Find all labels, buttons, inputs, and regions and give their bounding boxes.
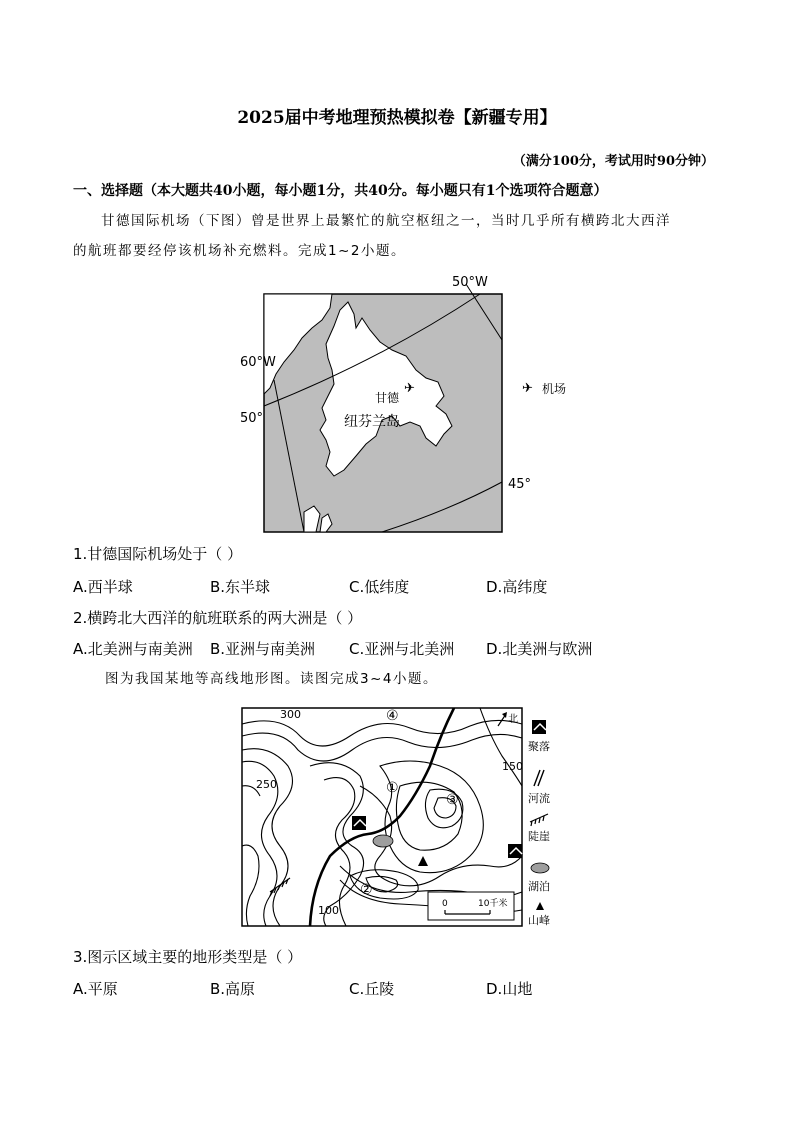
- scale-zero: 0: [442, 899, 448, 909]
- question-1: 1.甘德国际机场处于（ ）: [73, 545, 243, 563]
- north-label: 北: [508, 714, 518, 725]
- intro-line-2: 的航班都要经停该机场补充燃料。完成1~2小题。: [73, 243, 406, 259]
- settlement-icon: [508, 844, 522, 858]
- label-60w: 60°W: [240, 355, 276, 370]
- q3-option-a[interactable]: A.平原: [73, 980, 118, 998]
- label-45: 45°: [508, 477, 532, 492]
- marker-2: ②: [360, 882, 373, 898]
- legend-settlement-label: 聚落: [528, 740, 550, 753]
- legend-lake-label: 湖泊: [528, 880, 550, 893]
- legend-river-label: 河流: [528, 792, 550, 805]
- marker-3: ③: [446, 792, 459, 808]
- island-label: 纽芬兰岛: [344, 414, 400, 430]
- exam-info: （满分100分，考试用时90分钟）: [512, 154, 714, 169]
- legend-peak-label: 山峰: [528, 914, 550, 927]
- q1-option-b[interactable]: B.东半球: [210, 578, 271, 596]
- q3-option-c[interactable]: C.丘陵: [349, 980, 395, 998]
- gander-label: 甘德: [375, 391, 400, 405]
- q1-option-c[interactable]: C.低纬度: [349, 578, 410, 596]
- lake: [373, 835, 393, 847]
- marker-4: ④: [386, 708, 399, 724]
- scale-ten: 10千米: [478, 899, 508, 909]
- legend-river-icon: [534, 770, 544, 786]
- contour-150: 150: [502, 760, 523, 773]
- intro-line-1: 甘德国际机场（下图）曾是世界上最繁忙的航空枢纽之一，当时几乎所有横跨北大西洋: [101, 213, 671, 229]
- newfoundland-map: [230, 270, 590, 538]
- q3-option-b[interactable]: B.高原: [210, 980, 256, 998]
- label-50w: 50°W: [452, 275, 488, 290]
- label-50: 50°: [240, 411, 264, 426]
- contour-300: 300: [280, 708, 301, 721]
- contour-100: 100: [318, 904, 339, 917]
- legend-settlement-icon: [532, 720, 546, 734]
- legend-lake-icon: [531, 863, 549, 873]
- q2-option-a[interactable]: A.北美洲与南美洲: [73, 640, 193, 658]
- question-2: 2.横跨北大西洋的航班联系的两大洲是（ ）: [73, 609, 363, 627]
- page-title: 2025届中考地理预热模拟卷【新疆专用】: [237, 108, 557, 128]
- marker-1: ①: [386, 780, 399, 796]
- legend-airport-label: 机场: [542, 382, 567, 396]
- q2-option-b[interactable]: B.亚洲与南美洲: [210, 640, 316, 658]
- legend-cliff-label: 陡崖: [528, 830, 550, 843]
- q3-option-d[interactable]: D.山地: [486, 980, 533, 998]
- section-heading: 一、选择题（本大题共40小题，每小题1分，共40分。每小题只有1个选项符合题意）: [73, 183, 608, 199]
- question-3: 3.图示区域主要的地形类型是（ ）: [73, 948, 303, 966]
- legend-peak-icon: [536, 902, 544, 910]
- contour-250: 250: [256, 778, 277, 791]
- q1-option-d[interactable]: D.高纬度: [486, 578, 548, 596]
- legend-cliff-icon: [530, 814, 548, 826]
- q2-option-c[interactable]: C.亚洲与北美洲: [349, 640, 455, 658]
- settlement-icon: [352, 816, 366, 830]
- airport-icon: ✈: [404, 381, 415, 396]
- intro-2: 图为我国某地等高线地形图。读图完成3~4小题。: [105, 671, 438, 687]
- q2-option-d[interactable]: D.北美洲与欧洲: [486, 640, 593, 658]
- q1-option-a[interactable]: A.西半球: [73, 578, 133, 596]
- legend-airport-icon: ✈: [522, 381, 533, 396]
- contour-map: [240, 706, 560, 928]
